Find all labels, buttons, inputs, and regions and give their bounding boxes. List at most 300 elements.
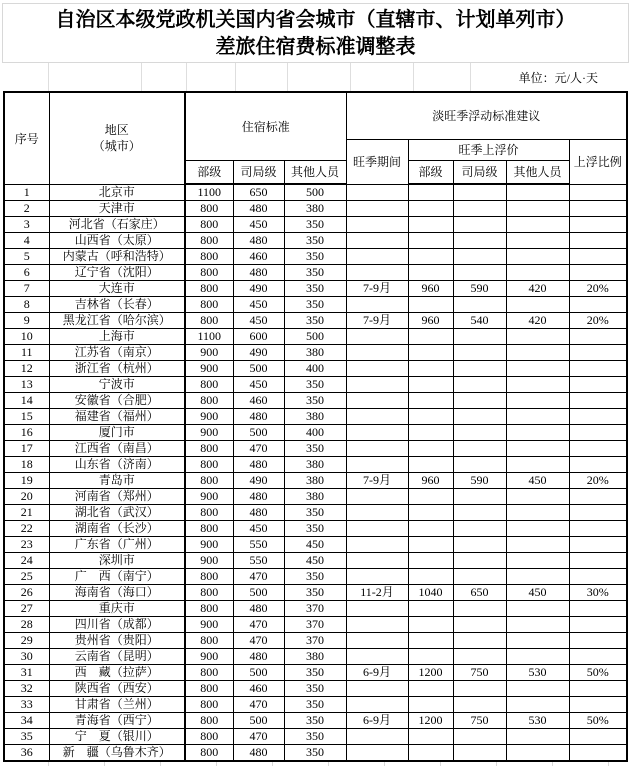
cell-peak-other [506,329,569,345]
cell-peak-ministerial [408,601,453,617]
cell-seq: 7 [4,281,49,297]
cell-lodging-bureau: 460 [233,393,284,409]
cell-lodging-other: 350 [284,217,346,233]
cell-lodging-ministerial: 800 [185,249,233,265]
cell-lodging-other: 380 [284,649,346,665]
cell-peak-period [346,184,408,201]
cell-peak-bureau [453,457,506,473]
cell-float-ratio [569,697,627,713]
cell-peak-bureau: 750 [453,665,506,681]
cell-seq: 17 [4,441,49,457]
cell-lodging-other: 350 [284,713,346,729]
cell-lodging-bureau: 480 [233,505,284,521]
cell-peak-period [346,553,408,569]
cell-lodging-other: 350 [284,665,346,681]
cell-peak-ministerial [408,505,453,521]
cell-peak-ministerial [408,617,453,633]
cell-peak-ministerial [408,233,453,249]
cell-peak-period [346,697,408,713]
cell-lodging-ministerial: 800 [185,505,233,521]
cell-float-ratio [569,345,627,361]
table-row [4,297,627,313]
cell-float-ratio [569,681,627,697]
cell-region: 贵州省（贵阳） [49,633,185,649]
cell-seq: 21 [4,505,49,521]
table-row [4,681,627,697]
cell-peak-bureau [453,377,506,393]
cell-peak-period [346,729,408,745]
cell-lodging-ministerial: 800 [185,457,233,473]
cell-peak-period [346,617,408,633]
cell-lodging-ministerial: 900 [185,537,233,553]
cell-peak-bureau [453,553,506,569]
table-row [4,649,627,665]
cell-peak-other [506,729,569,745]
cell-peak-ministerial [408,649,453,665]
cell-peak-other [506,505,569,521]
cell-lodging-ministerial: 800 [185,665,233,681]
cell-peak-ministerial [408,745,453,762]
cell-lodging-ministerial: 800 [185,281,233,297]
cell-peak-other [506,569,569,585]
cell-peak-bureau [453,217,506,233]
cell-peak-ministerial [408,217,453,233]
unit-grid-cell [351,63,414,91]
cell-float-ratio: 30% [569,585,627,601]
table-row [4,377,627,393]
cell-seq: 15 [4,409,49,425]
cell-peak-ministerial [408,265,453,281]
cell-float-ratio [569,377,627,393]
cell-lodging-bureau: 490 [233,281,284,297]
cell-peak-ministerial [408,681,453,697]
cell-region: 山西省（太原） [49,233,185,249]
cell-region: 宁波市 [49,377,185,393]
cell-peak-other [506,345,569,361]
cell-seq: 28 [4,617,49,633]
table-row [4,345,627,361]
cell-peak-bureau [453,361,506,377]
cell-float-ratio [569,553,627,569]
cell-peak-other [506,425,569,441]
cell-peak-period [346,521,408,537]
cell-float-ratio: 50% [569,665,627,681]
col-header-lodging-other: 其他人员 [284,160,346,184]
cell-float-ratio [569,617,627,633]
cell-peak-ministerial [408,361,453,377]
cell-peak-other [506,553,569,569]
cell-lodging-bureau: 480 [233,201,284,217]
cell-region: 黑龙江省（哈尔滨） [49,313,185,329]
cell-lodging-other: 350 [284,377,346,393]
cell-lodging-ministerial: 800 [185,601,233,617]
col-header-peak-ministerial: 部级 [408,160,453,184]
cell-peak-period [346,425,408,441]
unit-grid-cell [187,63,236,91]
cell-seq: 6 [4,265,49,281]
cell-peak-period [346,745,408,762]
cell-float-ratio [569,249,627,265]
page-title-line2: 差旅住宿费标准调整表 [215,36,416,58]
cell-float-ratio [569,233,627,249]
cell-peak-period [346,441,408,457]
cell-region: 深圳市 [49,553,185,569]
cell-seq: 10 [4,329,49,345]
table-row [4,329,627,345]
cell-peak-bureau [453,409,506,425]
unit-grid-cell [142,63,187,91]
cell-float-ratio [569,393,627,409]
cell-lodging-bureau: 550 [233,537,284,553]
cell-peak-ministerial [408,393,453,409]
cell-seq: 14 [4,393,49,409]
cell-peak-bureau [453,521,506,537]
cell-lodging-other: 350 [284,745,346,762]
cell-peak-bureau [453,265,506,281]
cell-region: 海南省（海口） [49,585,185,601]
cell-peak-other [506,681,569,697]
cell-seq: 29 [4,633,49,649]
cell-peak-ministerial: 1200 [408,665,453,681]
cell-peak-period [346,489,408,505]
cell-region: 大连市 [49,281,185,297]
cell-peak-other [506,441,569,457]
bottom-gridline-strip [3,762,630,766]
cell-peak-other [506,537,569,553]
cell-peak-ministerial [408,201,453,217]
col-header-seq: 序号 [4,92,49,184]
cell-peak-ministerial [408,489,453,505]
table-row [4,393,627,409]
cell-region: 浙江省（杭州） [49,361,185,377]
col-header-peak-bureau: 司局级 [453,160,506,184]
cell-lodging-ministerial: 800 [185,297,233,313]
cell-lodging-bureau: 480 [233,489,284,505]
cell-lodging-other: 350 [284,729,346,745]
cell-peak-ministerial [408,377,453,393]
unit-grid-cell [288,63,351,91]
table-row [4,201,627,217]
cell-peak-other: 450 [506,473,569,489]
cell-lodging-other: 350 [284,249,346,265]
cell-seq: 25 [4,569,49,585]
cell-seq: 27 [4,601,49,617]
cell-peak-other [506,633,569,649]
cell-lodging-other: 350 [284,697,346,713]
cell-seq: 23 [4,537,49,553]
cell-lodging-ministerial: 800 [185,217,233,233]
cell-seq: 11 [4,345,49,361]
cell-peak-bureau [453,569,506,585]
cell-lodging-other: 500 [284,184,346,201]
cell-lodging-ministerial: 800 [185,681,233,697]
cell-seq: 18 [4,457,49,473]
cell-lodging-bureau: 550 [233,553,284,569]
cell-peak-period [346,377,408,393]
cell-lodging-ministerial: 800 [185,393,233,409]
cell-lodging-other: 400 [284,361,346,377]
cell-lodging-ministerial: 900 [185,345,233,361]
col-header-float-ratio: 上浮比例 [569,139,627,184]
cell-peak-ministerial: 1040 [408,585,453,601]
cell-peak-ministerial [408,537,453,553]
cell-lodging-ministerial: 900 [185,409,233,425]
cell-float-ratio: 20% [569,473,627,489]
cell-lodging-ministerial: 800 [185,473,233,489]
cell-float-ratio [569,489,627,505]
table-row [4,585,627,601]
table-row [4,281,627,297]
cell-region: 河南省（郑州） [49,489,185,505]
cell-peak-other [506,745,569,762]
unit-grid-cell [2,63,49,91]
cell-peak-other: 530 [506,665,569,681]
cell-region: 北京市 [49,184,185,201]
cell-peak-other [506,457,569,473]
unit-row [2,62,629,91]
cell-peak-period [346,217,408,233]
cell-float-ratio [569,521,627,537]
cell-lodging-ministerial: 800 [185,713,233,729]
cell-peak-period [346,345,408,361]
cell-peak-other [506,521,569,537]
page-title-line1: 自治区本级党政机关国内省会城市（直辖市、计划单列市） [55,9,576,31]
cell-peak-other [506,649,569,665]
cell-peak-other: 420 [506,281,569,297]
cell-peak-bureau [453,329,506,345]
col-header-region [49,92,185,184]
unit-grid-cell [414,63,471,91]
cell-lodging-ministerial: 800 [185,585,233,601]
cell-lodging-other: 350 [284,297,346,313]
table-row [4,633,627,649]
col-header-lodging-bureau: 司局级 [233,160,284,184]
cell-peak-other [506,217,569,233]
cell-lodging-bureau: 490 [233,473,284,489]
table-row [4,553,627,569]
cell-seq: 12 [4,361,49,377]
cell-lodging-bureau: 470 [233,697,284,713]
cell-seq: 35 [4,729,49,745]
cell-peak-ministerial [408,521,453,537]
cell-peak-bureau: 650 [453,585,506,601]
cell-seq: 4 [4,233,49,249]
cell-lodging-bureau: 650 [233,184,284,201]
cell-peak-ministerial [408,425,453,441]
cell-lodging-bureau: 600 [233,329,284,345]
table-row [4,361,627,377]
cell-peak-other [506,297,569,313]
cell-float-ratio [569,297,627,313]
cell-lodging-bureau: 500 [233,361,284,377]
cell-lodging-ministerial: 800 [185,521,233,537]
cell-peak-bureau [453,297,506,313]
cell-peak-period [346,633,408,649]
cell-region: 宁 夏（银川） [49,729,185,745]
cell-peak-other: 530 [506,713,569,729]
cell-region: 河北省（石家庄） [49,217,185,233]
cell-region: 广 西（南宁） [49,569,185,585]
cell-region: 湖北省（武汉） [49,505,185,521]
cell-float-ratio [569,505,627,521]
cell-lodging-other: 370 [284,617,346,633]
col-header-lodging-ministerial: 部级 [185,160,233,184]
cell-peak-other [506,377,569,393]
table-row [4,409,627,425]
cell-lodging-bureau: 470 [233,569,284,585]
cell-lodging-bureau: 480 [233,745,284,762]
cell-lodging-bureau: 500 [233,425,284,441]
cell-lodging-bureau: 470 [233,441,284,457]
cell-region: 青岛市 [49,473,185,489]
cell-peak-other: 420 [506,313,569,329]
cell-float-ratio [569,201,627,217]
cell-lodging-ministerial: 800 [185,633,233,649]
cell-peak-period [346,329,408,345]
cell-peak-bureau [453,697,506,713]
cell-lodging-bureau: 470 [233,729,284,745]
cell-lodging-other: 380 [284,409,346,425]
cell-seq: 16 [4,425,49,441]
cell-peak-period [346,265,408,281]
cell-peak-ministerial: 1200 [408,713,453,729]
col-header-season-suggestion: 淡旺季浮动标准建议 [346,92,627,139]
cell-lodging-bureau: 450 [233,377,284,393]
cell-peak-bureau [453,489,506,505]
cell-lodging-other: 350 [284,233,346,249]
cell-float-ratio [569,569,627,585]
cell-peak-period [346,201,408,217]
cell-region: 辽宁省（沈阳） [49,265,185,281]
cell-float-ratio [569,184,627,201]
cell-peak-ministerial: 960 [408,313,453,329]
cell-lodging-ministerial: 800 [185,265,233,281]
cell-region: 西 藏（拉萨） [49,665,185,681]
cell-lodging-other: 380 [284,201,346,217]
standards-table [3,91,628,762]
cell-lodging-ministerial: 900 [185,489,233,505]
cell-peak-bureau [453,441,506,457]
cell-peak-period [346,233,408,249]
table-row [4,184,627,201]
table-header [4,92,627,184]
cell-peak-ministerial [408,633,453,649]
cell-peak-bureau [453,745,506,762]
cell-lodging-bureau: 450 [233,217,284,233]
col-header-peak-period: 旺季期间 [346,139,408,184]
cell-lodging-bureau: 490 [233,345,284,361]
cell-float-ratio [569,329,627,345]
cell-lodging-ministerial: 900 [185,425,233,441]
cell-peak-other [506,265,569,281]
cell-float-ratio [569,441,627,457]
cell-peak-period [346,537,408,553]
cell-float-ratio [569,601,627,617]
cell-region: 吉林省（长春） [49,297,185,313]
cell-lodging-bureau: 500 [233,585,284,601]
cell-lodging-other: 380 [284,473,346,489]
cell-float-ratio [569,265,627,281]
cell-seq: 31 [4,665,49,681]
cell-peak-bureau [453,633,506,649]
cell-lodging-bureau: 480 [233,233,284,249]
cell-peak-period [346,249,408,265]
cell-lodging-other: 350 [284,313,346,329]
cell-peak-bureau [453,201,506,217]
cell-lodging-bureau: 450 [233,313,284,329]
cell-peak-other [506,201,569,217]
table-body [4,184,627,761]
cell-seq: 24 [4,553,49,569]
cell-float-ratio [569,745,627,762]
cell-region: 湖南省（长沙） [49,521,185,537]
cell-seq: 34 [4,713,49,729]
cell-lodging-bureau: 480 [233,601,284,617]
cell-seq: 22 [4,521,49,537]
cell-lodging-bureau: 480 [233,265,284,281]
cell-peak-bureau [453,233,506,249]
cell-peak-bureau [453,425,506,441]
cell-lodging-other: 350 [284,505,346,521]
cell-peak-period: 6-9月 [346,713,408,729]
table-row [4,441,627,457]
cell-seq: 2 [4,201,49,217]
cell-lodging-other: 380 [284,345,346,361]
cell-peak-ministerial [408,249,453,265]
cell-peak-bureau [453,681,506,697]
cell-peak-other [506,409,569,425]
cell-peak-ministerial [408,441,453,457]
cell-peak-other [506,617,569,633]
unit-grid-cell [49,63,142,91]
table-row [4,505,627,521]
cell-region: 福建省（福州） [49,409,185,425]
cell-lodging-ministerial: 900 [185,553,233,569]
cell-lodging-ministerial: 800 [185,233,233,249]
cell-region: 上海市 [49,329,185,345]
cell-float-ratio: 20% [569,281,627,297]
cell-float-ratio [569,457,627,473]
table-row [4,457,627,473]
table-row [4,537,627,553]
cell-peak-ministerial [408,409,453,425]
cell-region: 天津市 [49,201,185,217]
cell-seq: 30 [4,649,49,665]
cell-peak-bureau [453,505,506,521]
cell-peak-bureau [453,601,506,617]
cell-lodging-bureau: 480 [233,649,284,665]
cell-seq: 13 [4,377,49,393]
cell-float-ratio [569,633,627,649]
cell-lodging-other: 350 [284,441,346,457]
cell-lodging-other: 350 [284,521,346,537]
cell-seq: 1 [4,184,49,201]
cell-lodging-ministerial: 800 [185,569,233,585]
cell-lodging-ministerial: 800 [185,201,233,217]
cell-float-ratio [569,425,627,441]
cell-peak-period: 6-9月 [346,665,408,681]
cell-peak-bureau [453,537,506,553]
cell-peak-bureau: 750 [453,713,506,729]
cell-lodging-bureau: 500 [233,665,284,681]
cell-peak-other [506,393,569,409]
table-row [4,697,627,713]
cell-lodging-ministerial: 900 [185,617,233,633]
cell-lodging-other: 500 [284,329,346,345]
cell-lodging-ministerial: 800 [185,745,233,762]
cell-peak-period [346,681,408,697]
table-row [4,745,627,762]
